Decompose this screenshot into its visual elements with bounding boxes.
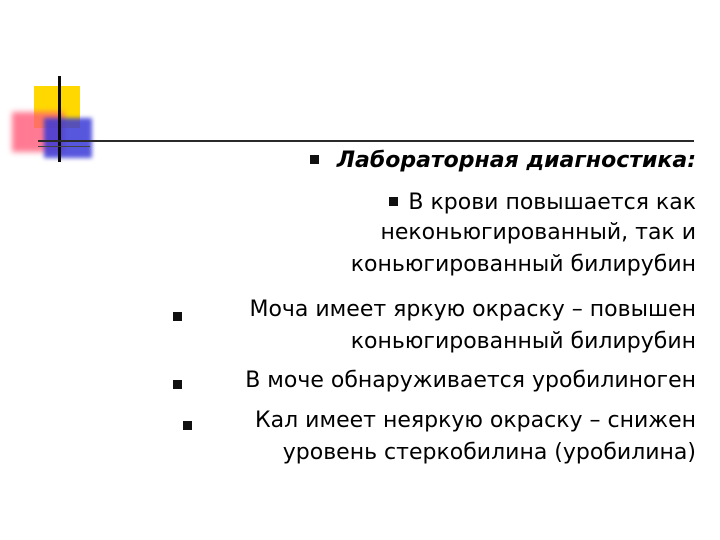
- urobilinogen-text: В моче обнаруживается уробилиноген: [245, 368, 696, 393]
- urine-line-2: [351, 327, 696, 356]
- decor-horizontal-rule: [38, 140, 694, 142]
- stool-text-2: уровень стеркобилина (уробилина): [282, 440, 696, 465]
- urobilinogen-line-1: [245, 366, 696, 395]
- blood-line-3: [351, 250, 696, 279]
- stool-text-1: Кал имеет неяркую окраску – снижен: [255, 408, 696, 433]
- blood-text-3: коньюгированный билирубин: [350, 252, 696, 277]
- heading-text: Лабораторная диагностика:: [336, 148, 696, 173]
- bullet-icon: [173, 380, 182, 389]
- bullet-icon: [389, 197, 398, 206]
- stool-line-1: [255, 406, 696, 435]
- bullet-icon: [183, 421, 192, 430]
- decor-horizontal-rule-short: [38, 146, 90, 147]
- blood-text-1: В крови повышается как: [408, 190, 696, 215]
- decor-blue-square: [44, 118, 92, 158]
- slide-heading: [310, 146, 696, 175]
- blood-text-2: неконьюгированный, так и: [380, 220, 696, 245]
- decor-vertical-line: [58, 76, 61, 162]
- bullet-icon: [173, 312, 182, 321]
- bullet-icon: [310, 155, 319, 164]
- blood-line-1: [389, 188, 696, 217]
- urine-text-2: коньюгированный билирубин: [350, 329, 696, 354]
- urine-line-1: [249, 295, 696, 324]
- stool-line-2: [283, 438, 696, 467]
- blood-line-2: [380, 218, 696, 247]
- urine-text-1: Моча имеет яркую окраску – повышен: [249, 297, 696, 322]
